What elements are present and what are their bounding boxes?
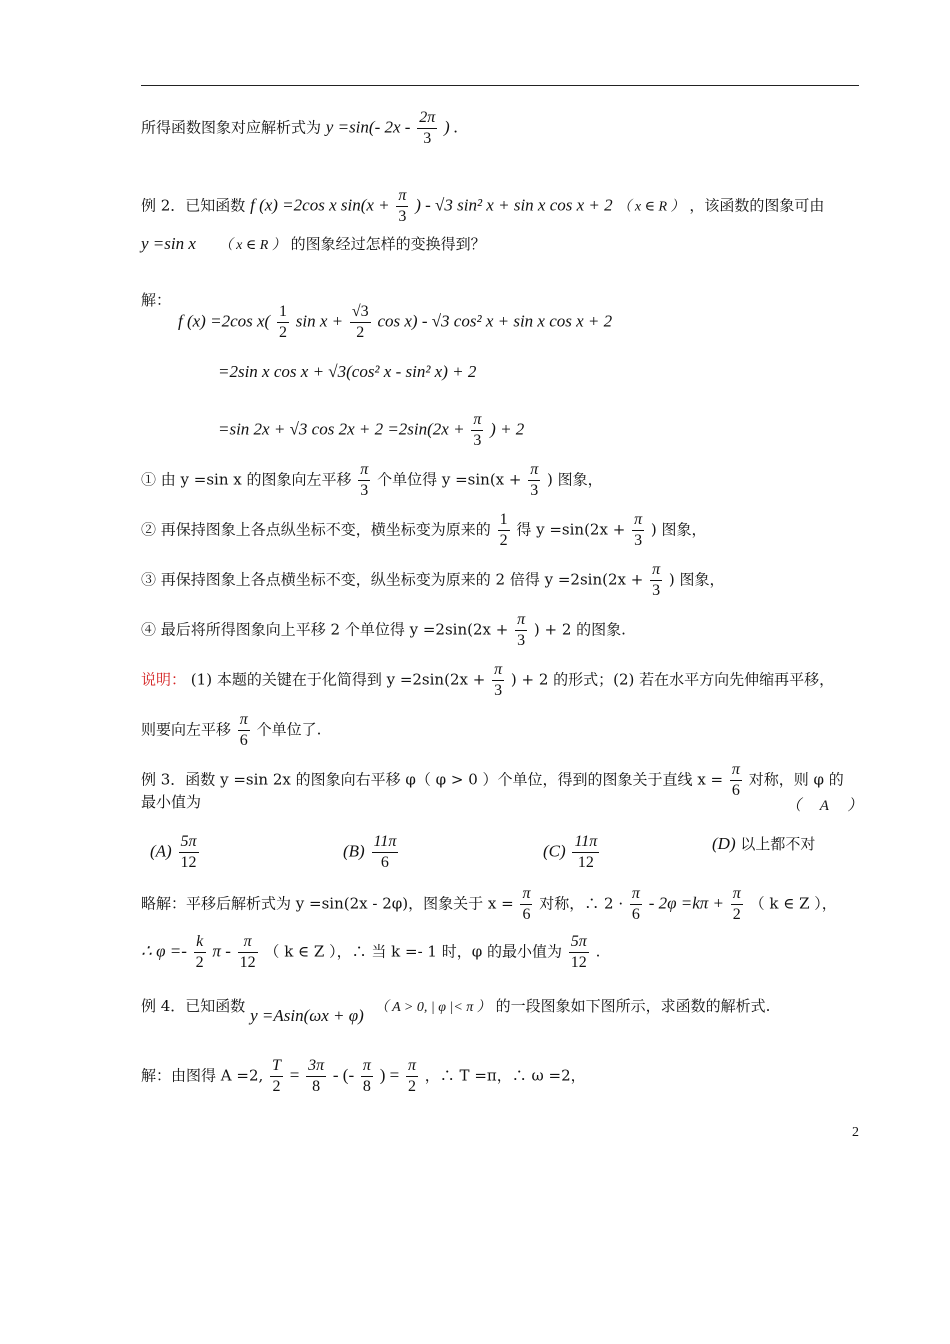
fraction: $\frac{5\pi}{12}$ <box>180 833 197 871</box>
fraction: $\frac{\pi}{6}$ <box>631 885 640 923</box>
solution-2-row-1: f (x) =2cos x( $\frac{1}{2}$ sin x + $\frac{√3}{2}$ cos x) - √3 cos² x + sin x cos x + 2 <box>178 303 613 341</box>
fraction: $\frac{\pi}{3}$ <box>530 461 539 499</box>
option-a: (A) $\frac{5\pi}{12}$ <box>150 833 197 871</box>
fraction: $\frac{\pi}{6}$ <box>239 711 248 749</box>
fraction: $\frac{\pi}{3}$ <box>652 561 661 599</box>
fraction: $\frac{1}{2}$ <box>278 303 287 341</box>
solution-3-line-2: ∴ φ =- $\frac{k}{2}$ π - $\frac{\pi}{12}$ （ k ∈ Z ），∴ 当 k =- 1 时，φ 的最小值为 $\frac{5\pi}{12}$ . <box>141 933 601 971</box>
solution-3-line-1: 略解：平移后解析式为 y =sin(2x - 2φ)，图象关于 x = $\frac{\pi}{6}$ 对称，∴ 2 · $\frac{\pi}{6}$ - 2φ =kπ + $\frac{\pi}{2}$ （ k ∈ Z ）， <box>141 885 837 923</box>
step-2: ② 再保持图象上各点纵坐标不变，横坐标变为原来的 $\frac{1}{2}$ 得 y =sin(2x + $\frac{\pi}{3}$ ) 图象， <box>141 511 707 549</box>
example-2-statement: 例 2．已知函数 f (x) =2cos x sin(x + $\frac{\pi}{3}$ ) - √3 sin² x + sin x cos x + 2 （ x ∈ R ） ，该函数的图象可由 <box>141 187 825 225</box>
solution-2-row-3: =sin 2x + √3 cos 2x + 2 =2sin(2x + $\frac{\pi}{3}$ ) + 2 <box>218 411 525 449</box>
step-3: ③ 再保持图象上各点横坐标不变，纵坐标变为原来的 2 倍得 y =2sin(2x + $\frac{\pi}{3}$ ) 图象， <box>141 561 725 599</box>
fraction: $\frac{\pi}{8}$ <box>362 1057 371 1095</box>
fraction: $\frac{\pi}{3}$ <box>494 661 503 699</box>
fraction: $\frac{1}{2}$ <box>499 511 508 549</box>
fraction: $\frac{\pi}{3}$ <box>360 461 369 499</box>
fraction: $\frac{k}{2}$ <box>195 933 204 971</box>
option-d: (D) 以上都不对 <box>712 834 816 853</box>
fraction: $\frac{5\pi}{12}$ <box>570 933 587 971</box>
example-4-statement: 例 4．已知函数 y =Asin(ωx + φ) （ A > 0, | φ |< π ） 的一段图象如下图所示，求函数的解析式. <box>141 997 771 1025</box>
example-3-answer: （ A ） <box>786 798 863 814</box>
fraction: $\frac{3\pi}{8}$ <box>308 1057 325 1095</box>
intro-line: 所得函数图象对应解析式为 y =sin(- 2x - $\frac{2\pi}{3}$ ) . <box>141 109 459 147</box>
fraction: $\frac{\pi}{3}$ <box>517 611 526 649</box>
fraction: $\frac{T}{2}$ <box>272 1057 281 1095</box>
example-2-line-2: y =sin x （ x ∈ R ） 的图象经过怎样的变换得到？ <box>141 234 486 253</box>
fraction: $\frac{\pi}{12}$ <box>239 933 256 971</box>
solution-2-row-2: =2sin x cos x + √3(cos² x - sin² x) + 2 <box>218 362 477 381</box>
option-c: (C) $\frac{11\pi}{12}$ <box>543 833 598 871</box>
solution-4-line: 解：由图得 A =2, $\frac{T}{2}$ = $\frac{3\pi}{8}$ - (- $\frac{\pi}{8}$ ) = $\frac{\pi}{2}$ ，∴ T =π，∴ ω =2， <box>141 1057 586 1095</box>
option-b: (B) $\frac{11\pi}{6}$ <box>343 833 397 871</box>
fraction: $\frac{\pi}{6}$ <box>731 761 740 799</box>
fraction: $\frac{11\pi}{12}$ <box>574 833 598 871</box>
page-number: 2 <box>852 1125 859 1140</box>
fraction: $\frac{\pi}{3}$ <box>398 187 407 225</box>
example-3-line-2: 最小值为 <box>141 793 202 811</box>
step-1: ① 由 y =sin x 的图象向左平移 $\frac{\pi}{3}$ 个单位得 y =sin(x + $\frac{\pi}{3}$ ) 图象， <box>141 461 603 499</box>
note-line-1: 说明： (1) 本题的关键在于化简得到 y =2sin(2x + $\frac{\pi}{3}$ ) + 2 的形式；(2) 若在水平方向先伸缩再平移， <box>141 661 835 699</box>
note-label: 说明： <box>141 670 187 689</box>
note-line-2: 则要向左平移 $\frac{\pi}{6}$ 个单位了. <box>141 711 322 749</box>
fraction: $\frac{\pi}{3}$ <box>473 411 482 449</box>
fraction: $\frac{\pi}{2}$ <box>407 1057 416 1095</box>
solution-2-label: 解： <box>141 291 172 309</box>
example-3-statement: 例 3．函数 y =sin 2x 的图象向右平移 φ（ φ > 0 ）个单位，得到的图象关于直线 x = $\frac{\pi}{6}$ 对称，则 φ 的 <box>141 761 844 799</box>
fraction: $\frac{√3}{2}$ <box>351 303 369 341</box>
fraction: $\frac{\pi}{3}$ <box>634 511 643 549</box>
fraction: $\frac{\pi}{2}$ <box>732 885 741 923</box>
step-4: ④ 最后将所得图象向上平移 2 个单位得 y =2sin(2x + $\frac{\pi}{3}$ ) + 2 的图象. <box>141 611 626 649</box>
fraction: $\frac{11\pi}{6}$ <box>373 833 397 871</box>
fraction: $\frac{\pi}{6}$ <box>522 885 531 923</box>
header-rule <box>141 85 859 86</box>
fraction: $\frac{2\pi}{3}$ <box>419 109 436 147</box>
